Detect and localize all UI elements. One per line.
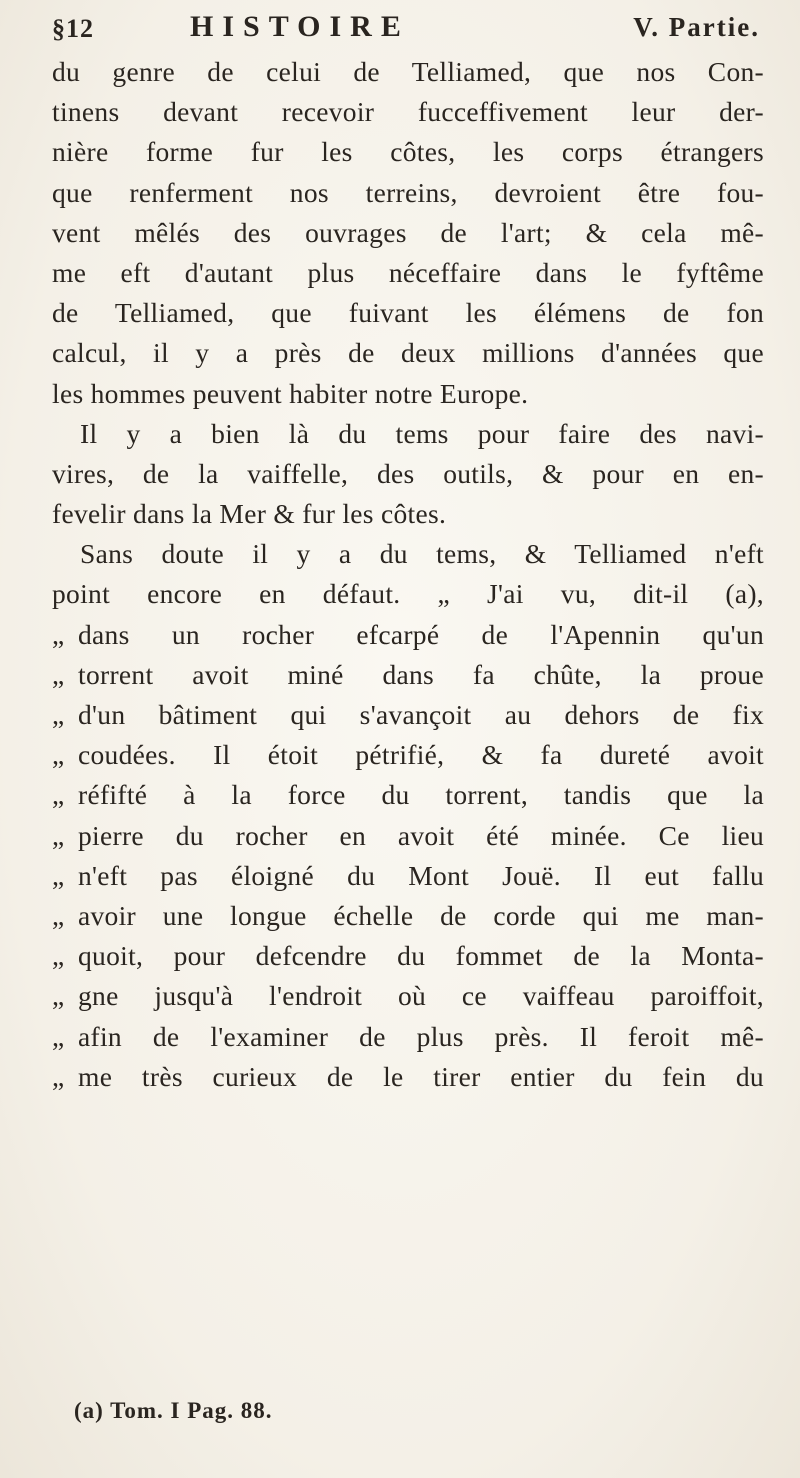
quote-line: „ dans un rocher efcarpé de l'Apennin qu'un [52, 618, 764, 650]
running-title: HISTOIRE [190, 10, 410, 43]
text-line: me eft d'autant plus néceffaire dans le fyftême [52, 256, 764, 288]
text-line: que renferment nos terreins, devroient être fou- [52, 176, 764, 208]
quote-line: „ n'eft pas éloigné du Mont Jouë. Il eut fallu [52, 859, 764, 891]
text-line: point encore en défaut. „ J'ai vu, dit-il (a), [52, 578, 764, 610]
text-line: vires, de la vaiffelle, des outils, & pour en en- [52, 457, 764, 489]
quote-line: „ me très curieux de le tirer entier du fein du [52, 1060, 764, 1092]
quote-line: „ pierre du rocher en avoit été minée. Ce lieu [52, 819, 764, 851]
quote-line: „ afin de l'examiner de plus près. Il feroit mê- [52, 1020, 764, 1052]
quote-line: „ torrent avoit miné dans fa chûte, la proue [52, 658, 764, 690]
part-label: V. Partie. [633, 12, 760, 42]
page-number: §12 [52, 14, 94, 43]
running-header [52, 8, 760, 48]
text-line: calcul, il y a près de deux millions d'années que [52, 337, 764, 369]
quote-line: „ quoit, pour defcendre du fommet de la Monta- [52, 940, 764, 972]
quote-line: „ avoir une longue échelle de corde qui me man- [52, 899, 764, 931]
quote-line: „ coudées. Il étoit pétrifié, & fa dureté avoit [52, 739, 764, 771]
text-line: les hommes peuvent habiter notre Europe. [52, 377, 529, 409]
footnote: (a) Tom. I Pag. 88. [74, 1398, 273, 1423]
text-line: Sans doute il y a du tems, & Telliamed n'eft [80, 538, 764, 570]
text-line: de Telliamed, que fuivant les élémens de fon [52, 297, 764, 329]
text-line: fevelir dans la Mer & fur les côtes. [52, 498, 447, 530]
text-line: nière forme fur les côtes, les corps étrangers [52, 136, 764, 168]
text-line: tinens devant recevoir fucceffivement leur der- [52, 96, 764, 128]
quote-line: „ d'un bâtiment qui s'avançoit au dehors de fix [52, 699, 764, 730]
text-line: vent mêlés des ouvrages de l'art; & cela mê- [52, 216, 764, 248]
body-text [52, 52, 764, 1097]
text-line: du genre de celui de Telliamed, que nos Con- [52, 56, 764, 87]
quote-line: „ réfifté à la force du torrent, tandis que la [52, 779, 764, 811]
text-line: Il y a bien là du tems pour faire des navi- [80, 417, 764, 449]
quote-line: „ gne jusqu'à l'endroit où ce vaiffeau paroiffoit, [52, 980, 764, 1012]
